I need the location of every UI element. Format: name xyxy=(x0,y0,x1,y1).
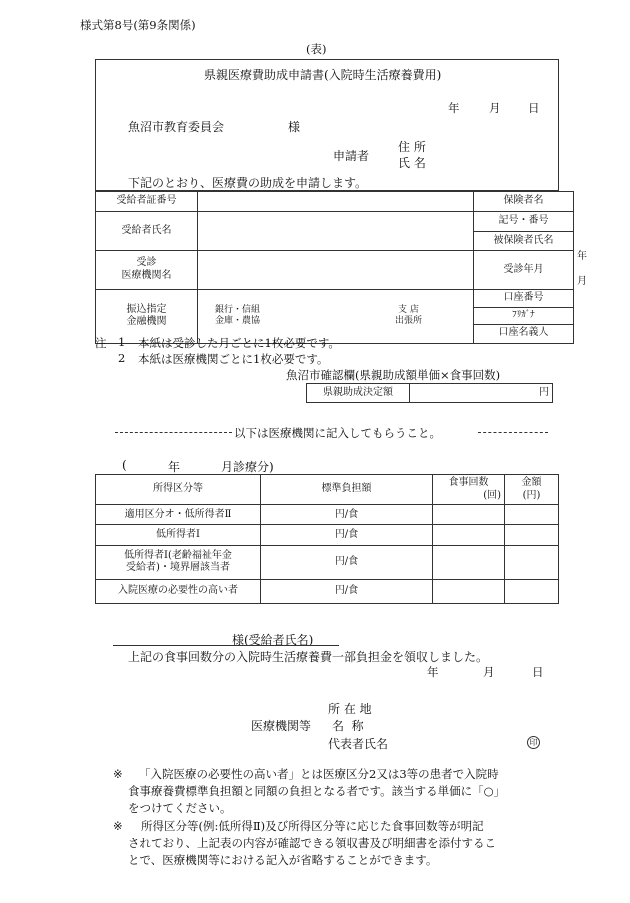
header-amount-line2: (円) xyxy=(522,489,541,501)
row-category: 低所得者Ⅰ xyxy=(96,525,261,545)
row-meals[interactable] xyxy=(433,579,505,603)
form-number: 様式第8号(第9条関係) xyxy=(80,18,196,32)
header-amount xyxy=(505,475,559,505)
date-year: 年 xyxy=(448,101,460,115)
confirm-label: 県親助成決定額 xyxy=(307,384,410,403)
hospital-label-line2: 医療機関名 xyxy=(121,269,172,281)
row-amount[interactable] xyxy=(505,525,559,545)
bottom-note-2-line3: とで、医療機関等における記入が省略することができます。 xyxy=(128,853,438,867)
bottom-note-2-line2: されており、上記表の内容が確認できる領収書及び明細書を添付するこ xyxy=(128,836,496,850)
recipient-cert-no-label: 受給者証番号 xyxy=(96,192,198,212)
visit-month-label: 受診年月 xyxy=(474,251,574,290)
divider-left xyxy=(115,432,232,433)
row-amount[interactable] xyxy=(505,579,559,603)
row-category-line2: 受給者)・境界層該当者 xyxy=(126,562,230,574)
bottom-note-2-mark: ※ xyxy=(113,819,123,833)
date-month: 月 xyxy=(489,101,501,115)
applicant-name-label: 氏 名 xyxy=(398,156,426,170)
recipient-cert-no-value[interactable] xyxy=(198,192,474,212)
visit-year: 年 xyxy=(577,251,587,262)
confirm-unit: 円 xyxy=(539,386,549,398)
receipt-month: 月 xyxy=(483,665,495,679)
branch-type-1: 支 店 xyxy=(398,304,419,315)
hospital-label xyxy=(96,251,198,290)
row-category: 入院医療の必要性の高い者 xyxy=(96,579,261,603)
applicant-label: 申請者 xyxy=(333,149,370,163)
bottom-note-1-mark: ※ xyxy=(113,767,123,781)
addressee-honorific: 様 xyxy=(288,120,301,134)
institution-label: 医療機関等 xyxy=(251,719,312,733)
request-text: 下記のとおり、医療費の助成を申請します。 xyxy=(128,176,368,190)
note-1-text: 本紙は受診した月ごとに1枚必要です。 xyxy=(138,336,340,350)
furigana-label: ﾌﾘｶﾞﾅ xyxy=(474,307,574,324)
receipt-year: 年 xyxy=(427,665,439,679)
header-amount-line1: 金額 xyxy=(521,477,542,489)
diag-open: ( xyxy=(122,458,127,472)
row-category-line1: 低所得者Ⅰ(老齢福祉年金 xyxy=(124,549,232,561)
notes-prefix: 注 xyxy=(95,336,107,350)
application-table xyxy=(95,191,587,344)
symbol-number-label: 記号・番号 xyxy=(474,212,574,232)
diag-month: 月診療分) xyxy=(221,460,274,474)
confirm-amount[interactable] xyxy=(410,384,553,403)
branch-type-2: 出張所 xyxy=(394,316,422,326)
bottom-note-1-line2: 食事療養費標準負担額と同額の負担となる者です。該当する単価に「○」 xyxy=(128,784,506,798)
row-standard: 円/食 xyxy=(261,505,433,525)
meal-table xyxy=(95,474,559,604)
row-meals[interactable] xyxy=(433,525,505,545)
bottom-note-2-line1: 所得区分等(例:低所得Ⅱ)及び所得区分等に応じた食事回数等が明記 xyxy=(141,819,484,833)
diag-year: 年 xyxy=(168,460,181,474)
institution-name: 名 称 xyxy=(332,719,364,733)
receipt-recipient-label: 様(受給者氏名) xyxy=(232,633,314,647)
divider-right xyxy=(478,432,548,433)
seal-icon: 印 xyxy=(527,736,540,749)
header-standard: 標準負担額 xyxy=(261,475,433,505)
note-1-num: 1 xyxy=(118,335,126,349)
bank-type-2: 金庫・農協 xyxy=(215,316,261,326)
confirm-table xyxy=(306,383,553,403)
insurer-name-label: 保険者名 xyxy=(474,192,574,212)
addressee-name: 魚沼市教育委員会 xyxy=(128,120,225,134)
row-standard: 円/食 xyxy=(261,545,433,579)
row-amount[interactable] xyxy=(505,505,559,525)
row-amount[interactable] xyxy=(505,545,559,579)
date-day: 日 xyxy=(528,101,540,115)
hospital-label-line1: 受診 xyxy=(136,257,157,269)
row-standard: 円/食 xyxy=(261,579,433,603)
row-category xyxy=(96,545,261,579)
visit-month: 月 xyxy=(577,276,587,287)
row-standard: 円/食 xyxy=(261,525,433,545)
account-no-label: 口座番号 xyxy=(474,289,574,307)
bank-type-1: 銀行・信組 xyxy=(215,304,261,315)
note-2-num: 2 xyxy=(118,351,126,365)
header-meals-line1: 食事回数 xyxy=(448,477,489,489)
row-meals[interactable] xyxy=(433,505,505,525)
header-category: 所得区分等 xyxy=(96,475,261,505)
bank-label-line1: 振込指定 xyxy=(126,303,167,315)
institution-location: 所 在 地 xyxy=(328,702,372,716)
header-meals-line2: (回) xyxy=(483,489,501,501)
form-title: 県親医療費助成申請書(入院時生活療養費用) xyxy=(204,68,442,82)
confirm-title: 魚沼市確認欄(県親助成額単価×食事回数) xyxy=(286,368,501,382)
bottom-note-1-line1: 「入院医療の必要性の高い者」とは医療区分2又は3等の患者で入院時 xyxy=(139,767,499,781)
recipient-name-label: 受給者氏名 xyxy=(96,212,198,251)
row-meals[interactable] xyxy=(433,545,505,579)
account-holder-label: 口座名義人 xyxy=(474,324,574,343)
recipient-name-value[interactable] xyxy=(198,212,474,251)
divider-text: 以下は医療機関に記入してもらうこと。 xyxy=(234,426,441,440)
side-label: (表) xyxy=(306,42,327,56)
receipt-recipient-underline xyxy=(113,645,339,646)
receipt-statement: 上記の食事回数分の入院時生活療養費一部負担金を領収しました。 xyxy=(128,650,489,664)
applicant-address-label: 住 所 xyxy=(398,140,426,154)
header-meals xyxy=(433,475,505,505)
hospital-name-value[interactable] xyxy=(198,251,474,290)
bottom-note-1-line3: をつけてください。 xyxy=(128,801,232,815)
institution-representative: 代表者氏名 xyxy=(328,737,389,751)
bank-label-line2: 金融機関 xyxy=(126,316,167,327)
note-2-text: 本紙は医療機関ごとに1枚必要です。 xyxy=(138,352,329,366)
row-category: 適用区分オ・低所得者Ⅱ xyxy=(96,505,261,525)
receipt-day: 日 xyxy=(532,665,544,679)
insured-name-label: 被保険者氏名 xyxy=(474,232,574,251)
